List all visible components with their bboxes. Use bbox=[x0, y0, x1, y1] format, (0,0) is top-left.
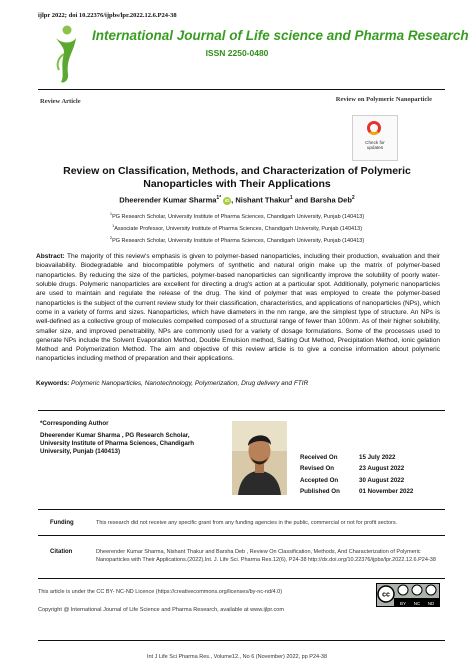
affiliation-text: PG Research Scholar, University Institute of Pharma Sciences, Chandigarh University, Punjab (140413) bbox=[112, 237, 365, 244]
date-value: 23 August 2022 bbox=[359, 465, 405, 473]
bookmark-icon bbox=[367, 121, 381, 135]
affiliation bbox=[0, 223, 474, 232]
funding-label: Funding bbox=[50, 520, 74, 526]
citation-label: Citation bbox=[50, 549, 73, 555]
author-separator: and bbox=[292, 195, 311, 205]
keywords-label: Keywords: bbox=[36, 380, 70, 387]
license-text: This article is under the CC BY- NC-ND Licence (https://creativecommons.org/licenses/by-nc-nd/4.0) bbox=[38, 589, 283, 595]
author-sup: 1* bbox=[216, 195, 222, 201]
author-line bbox=[0, 195, 474, 205]
cc-nc-label: NC bbox=[413, 601, 421, 606]
author-photo bbox=[232, 421, 287, 495]
article-type: Review Article bbox=[40, 98, 81, 105]
affiliation bbox=[0, 235, 474, 244]
author-sup: 2 bbox=[351, 195, 355, 201]
date-row bbox=[300, 475, 413, 486]
abstract-text: The majority of this review's emphasis is given to polymer-based nanoparticles, including their production, evaluation and their bioavailability. Biodegradable and biocompatible polymers of synthetic and natural origin make up the matrix of polymer-based nanoparticles. By reducing the size of the particles, polymer-based nanoparticles can significantly improve the solubility of poorly water-soluble drugs. Polymeric nanoparticles are excellent for directing a drug's action at a particular spot. Additionally, polymeric nanoparticles are used to maintain and regulate the release of the drug. The kind of polymer that was employed to create the polymer-based nanoparticles is the subject of the current review study for their classification, characteristics, and applications of nanoparticles (NPs), which come in a variety of forms and sizes. Nanoparticles, which have diameters in the nm range, are the simplest type of structure. An NPs is well-defined as a collective group of molecules compelled composed of a structural range of fewer than 100nm. As of their higher solubility, smaller size, and improved penetrability, NPs are commonly used for a variety of dosage formulations. Some of the processes used to generate NPs include the Solvent Evaporation Method, Double Emulsion method, Salting Out Method, Precipitation Method, ionic gelation Method and Polymerization Method. The aim and objective of this review article is to give a concise information about polymeric nanoparticles including method of preparation and their applications. bbox=[36, 253, 440, 363]
affiliation-text: Associate Professor, University Institute of Pharma Sciences, Chandigarh University, Punjab (140413) bbox=[114, 225, 363, 232]
date-value: 01 November 2022 bbox=[359, 488, 414, 496]
corresponding-author-heading: *Corresponding Author bbox=[40, 420, 109, 427]
doi-line: ijlpr 2022; doi 10.22376/ijpbs/lpr.2022.12.6.P24-38 bbox=[38, 12, 177, 19]
date-label: Accepted On bbox=[300, 476, 339, 484]
author-name: Dheerender Kumar Sharma bbox=[119, 195, 217, 205]
check-updates-line2: updates bbox=[366, 145, 384, 151]
svg-text:cc: cc bbox=[382, 591, 390, 599]
journal-title: International Journal of Life science and Pharma Research bbox=[92, 28, 469, 43]
cc-nd-label: ND bbox=[427, 601, 435, 606]
header-divider bbox=[38, 89, 445, 90]
author-sup: 1 bbox=[289, 195, 293, 201]
section-divider bbox=[38, 535, 445, 536]
cc-by-label: BY bbox=[399, 601, 407, 606]
dates-block bbox=[300, 452, 413, 498]
date-label: Received On bbox=[300, 454, 338, 461]
paper-title: Review on Classification, Methods, and Characterization of Polymeric Nanoparticles with Their Applications bbox=[63, 165, 411, 190]
issn: ISSN 2250-0480 bbox=[205, 48, 269, 58]
corresponding-line: University, Punjab (140413) bbox=[40, 448, 121, 456]
section-divider bbox=[38, 410, 445, 411]
date-row bbox=[300, 486, 413, 497]
copyright-text: Copyright @ International Journal of Life Science and Pharma Research, available at www.ijlpr.com bbox=[38, 607, 285, 613]
check-for-updates-badge[interactable] bbox=[352, 115, 398, 161]
keywords bbox=[36, 380, 308, 387]
date-label: Revised On bbox=[300, 465, 335, 473]
footer-divider bbox=[38, 640, 445, 641]
date-value: 15 July 2022 bbox=[359, 454, 396, 461]
page-footer: Int J Life Sci Pharma Res., Volume12., No 6 (November) 2022, pp P24-38 bbox=[146, 654, 328, 660]
corresponding-author-details bbox=[40, 432, 225, 457]
abstract bbox=[36, 252, 440, 364]
affiliation bbox=[0, 211, 474, 220]
date-label: Published On bbox=[300, 488, 340, 496]
citation-text: Dheerender Kumar Sharma, Nishant Thakur and Barsha Deb , Review On Classification, Methods, And Characterization of Polymeric Nanoparticles with Their Applications.(2022).Int. J. Life Sci. Pharma Res.12(6), P24-38 http://dx.doi.org/10.22376/ijpbs/lpr.2022.12.6.P24-38 bbox=[96, 549, 436, 563]
running-title: Review on Polymeric Nanoparticle bbox=[335, 96, 432, 103]
affiliation-sup: 1 bbox=[111, 223, 115, 228]
author-separator: , bbox=[231, 195, 236, 205]
cc-license-icon[interactable] bbox=[376, 583, 440, 607]
date-row bbox=[300, 452, 413, 463]
section-divider bbox=[38, 578, 445, 579]
check-updates-line1: Check for bbox=[365, 140, 385, 145]
date-value: 30 August 2022 bbox=[359, 476, 405, 484]
section-divider bbox=[38, 509, 445, 510]
abstract-label: Abstract: bbox=[36, 253, 65, 260]
affiliation-sup: 1 bbox=[109, 211, 113, 216]
funding-text: This research did not receive any specific grant from any funding agencies in the public, commercial or not for profit sectors. bbox=[96, 520, 398, 526]
orcid-icon[interactable]: iD bbox=[224, 197, 230, 203]
author-name: Nishant Thakur bbox=[235, 195, 290, 205]
corresponding-line: University Institute of Pharma Sciences, Chandigarh bbox=[40, 440, 195, 448]
author-name: Barsha Deb bbox=[310, 195, 352, 205]
corresponding-line: Dheerender Kumar Sharma , PG Research Scholar, bbox=[40, 432, 190, 439]
affiliation-sup: 2 bbox=[109, 235, 113, 240]
keywords-text: Polymeric Nanoparticles, Nanotechnology, Polymerization, Drug delivery and FTIR bbox=[69, 380, 309, 387]
affiliation-text: PG Research Scholar, University Institute of Pharma Sciences, Chandigarh University, Punjab (140413) bbox=[112, 213, 365, 220]
date-row bbox=[300, 463, 413, 474]
